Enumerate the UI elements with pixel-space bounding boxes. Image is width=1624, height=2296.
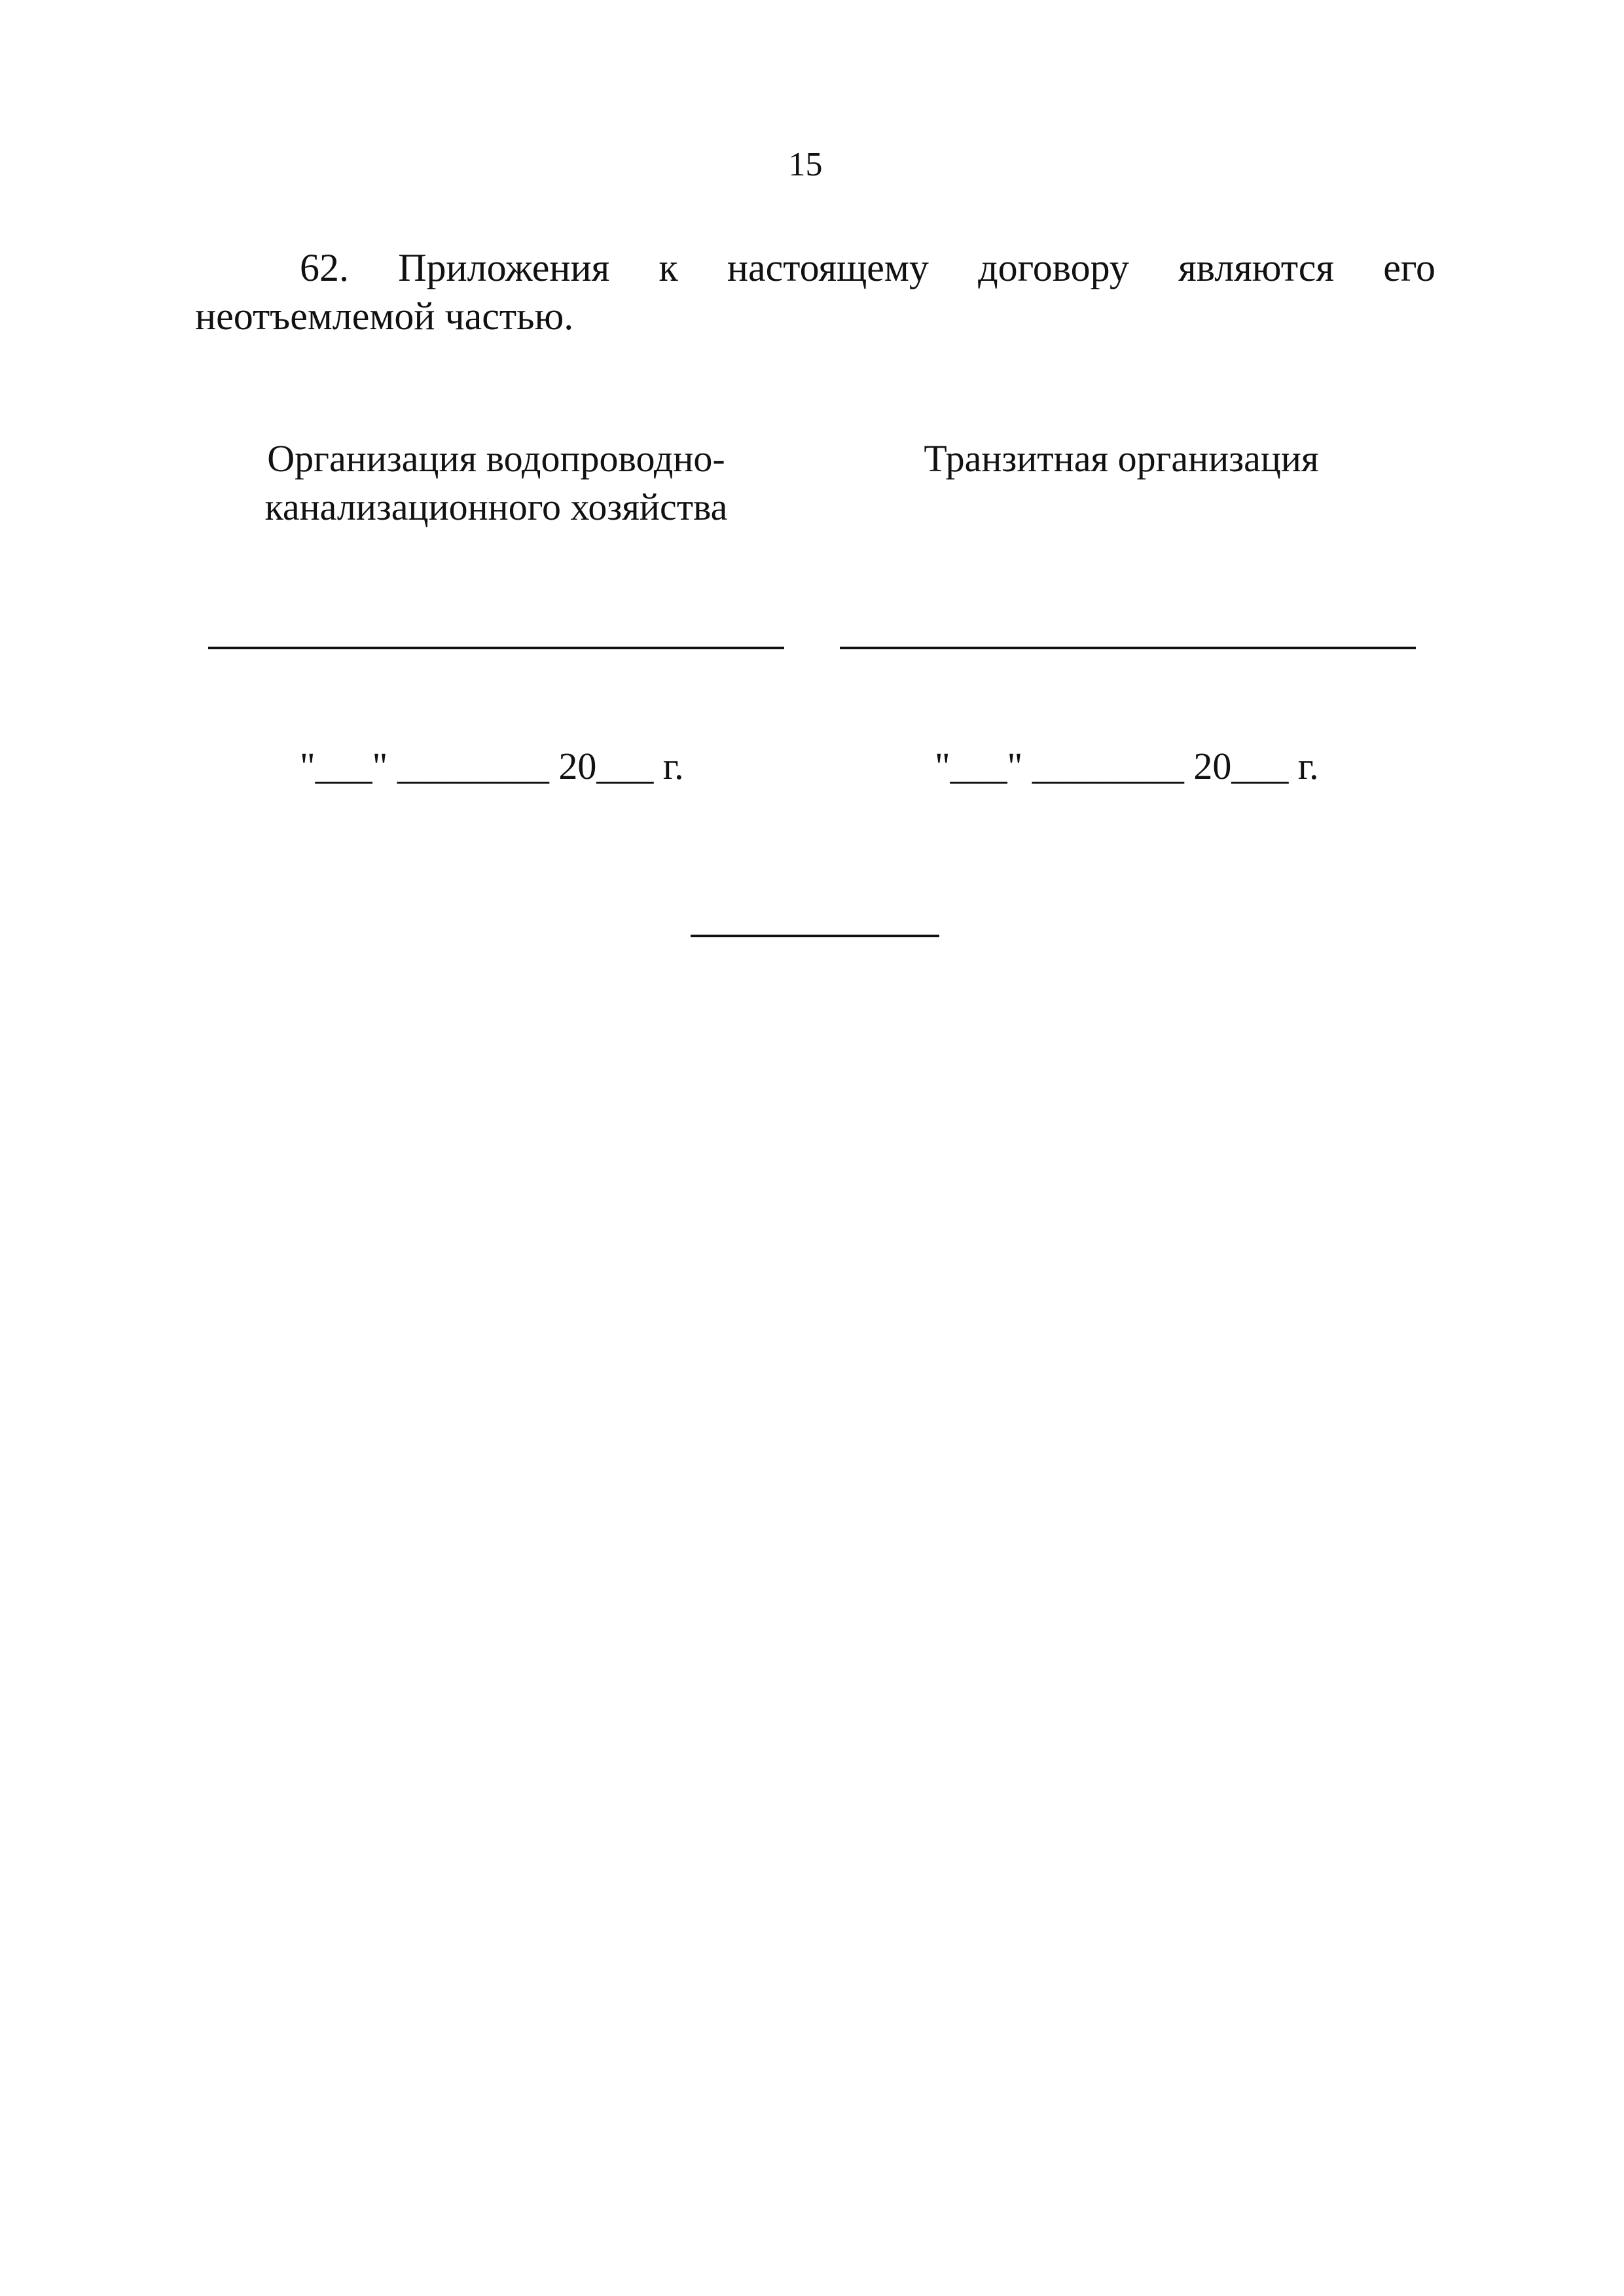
- page-number: 15: [788, 146, 823, 183]
- party-water-utility: [208, 435, 784, 787]
- date-field: "___" ________ 20___ г.: [935, 745, 1319, 787]
- party-transit-organization: [843, 435, 1419, 787]
- signature-line: [208, 647, 784, 649]
- party-title-line: Организация водопроводно-: [267, 437, 725, 480]
- party-title-line: канализационного хозяйства: [264, 486, 728, 528]
- clause-62: 62. Приложения к настоящему договору являются его неотъемлемой частью.: [195, 246, 1435, 338]
- date-field: "___" ________ 20___ г.: [300, 745, 684, 787]
- signature-block: [208, 435, 1426, 801]
- party-title: [208, 435, 784, 531]
- party-title-line: Транзитная организация: [924, 437, 1319, 480]
- party-title: [823, 435, 1419, 531]
- end-of-document-rule: [691, 935, 939, 937]
- signature-line: [840, 647, 1416, 649]
